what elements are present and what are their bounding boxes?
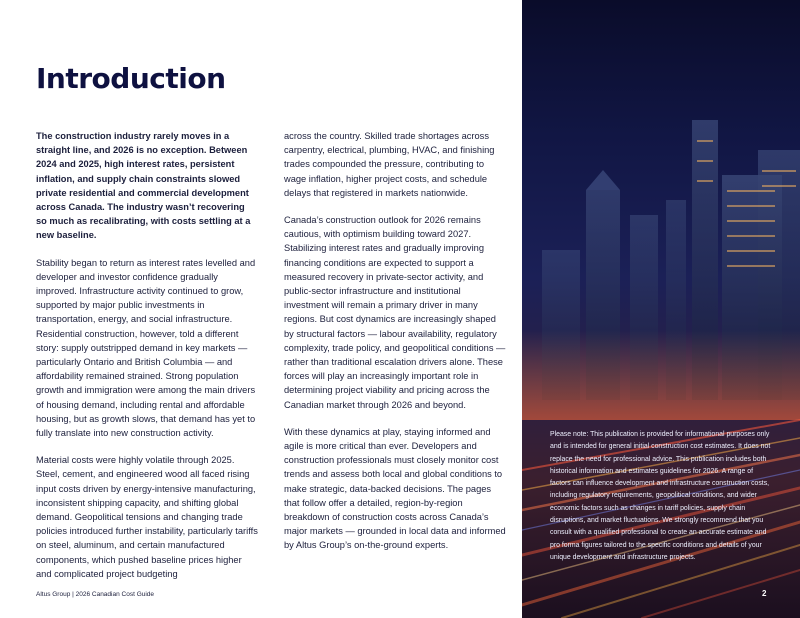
intro-lead-paragraph: The construction industry rarely moves in a straight line, and 2026 is no exception. Between 2024 and 2025, high interest rates, persistent inflation, and supply chain constraints slowed private residential and commercial development across Canada. The industry wasn’t recovering so much as recalibrating, with costs settling at a new baseline. [36, 131, 251, 241]
page-title: Introduction [36, 62, 226, 95]
disclaimer-note: Please note: This publication is provided for informational purposes only and is intended for general initial construction cost estimates. It does not replace the need for professional advice. This publication includes both historical information and estimates guidelines for 2026. A range of factors can influence development and infrastructure construction costs, including regulatory requirements, geopolitical conditions, and wider economic factors such as changes in tariff policies, supply chain disruptions, and market fluctuations. We strongly recommend that you consult with a qualified professional to create an accurate estimate and pro forma figures tailored to the specific conditions and details of your unique development and infrastructure projects. [550, 431, 771, 561]
left-column [36, 129, 258, 594]
body-paragraph: Stability began to return as interest rates levelled and developer and investor confidence gradually improved. Infrastructure activity continued to grow, supported by major public investments in transportation, energy, and social infrastructure. Residential construction, however, told a different story: supply outstripped demand in key markets — particularly Ontario and British Columbia — and affordability remained strained. Strong population growth and immigration were among the main drivers of housing demand, including rental and affordable housing, but as growth slows, that demand has yet to fully translate into new construction activity. [36, 257, 256, 439]
body-paragraph: Material costs were highly volatile through 2025. Steel, cement, and engineered wood all faced rising input costs driven by energy-intensive manufacturing, inconsistent shipping capacity, and shifting global demand. Geopolitical tensions and changing trade policies introduced further instability, particularly tariffs on steel, aluminum, and certain manufactured components, which pushed baseline prices higher and complicated project budgeting [36, 455, 258, 579]
body-paragraph: Canada’s construction outlook for 2026 remains cautious, with optimism building toward 2027. Stabilizing interest rates and gradually improving financing conditions are expected to support a measured recovery in private-sector activity, and public-sector infrastructure and institutional investment will remain a primary driver in many regions. But cost dynamics are increasingly shaped by structural factors — labour availability, regulatory complexity, trade policy, and geopolitical conditions — rather than traditional escalation drivers alone. These forces will play an increasingly important role in determining project viability and pricing across the Canadian market through 2026 and beyond. [284, 215, 506, 410]
middle-column [284, 129, 506, 566]
page-number: 2 [762, 589, 767, 598]
body-paragraph: With these dynamics at play, staying informed and agile is more critical than ever. Developers and construction professionals must closely monitor cost trends and assess both local and global conditions to make strategic, data-backed decisions. The pages that follow offer a detailed, region-by-region breakdown of construction costs across Canada’s major markets — grounded in local data and informed by Altus Group’s on-the-ground experts. [284, 426, 506, 551]
footer-publication-label: Altus Group | 2026 Canadian Cost Guide [36, 591, 155, 598]
body-paragraph: across the country. Skilled trade shortages across carpentry, electrical, plumbing, HVAC, and finishing trades compounded the pressure, contributing to wage inflation, higher project costs, and schedule delays that registered in markets nationwide. [284, 131, 495, 198]
